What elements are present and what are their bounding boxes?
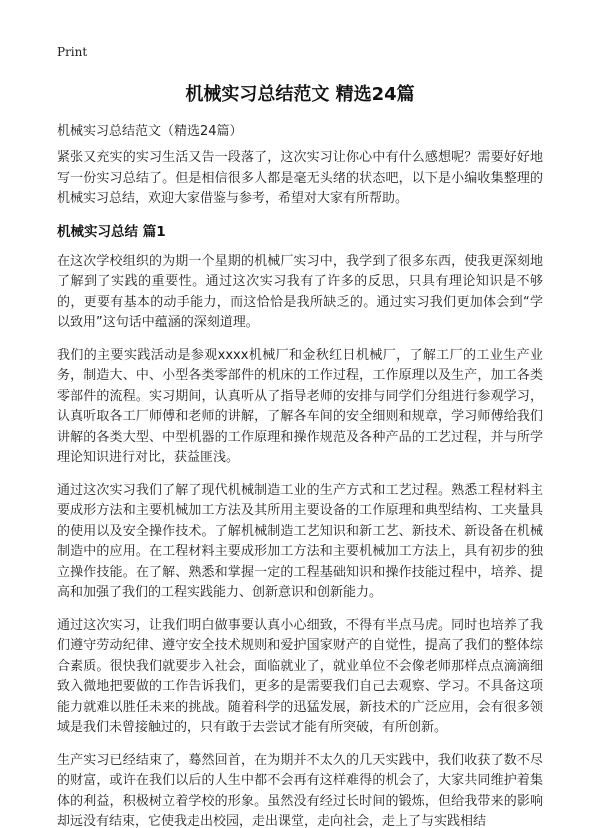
body-paragraph: 通过这次实习我们了解了现代机械制造工业的生产方式和工艺过程。熟悉工程材料主要成形方法和主要机械加工方法及其所用主要设备的工作原理和典型结构、工夹量具的使用以及安全操作技术。了解机械制造工艺知识和新工艺、新技术、新设备在机械制造中的应用。在工程材料主要成形加工方法和主要机械加工方法上，具有初步的独立操作技能。在了解、熟悉和掌握一定的工程基础知识和操作技能过程中，培养、提高和加强了我们的工程实践能力、创新意识和创新能力。 (57, 482, 543, 600)
body-paragraph: 在这次学校组织的为期一个星期的机械厂实习中，我学到了很多东西，使我更深刻地了解到了实践的重要性。通过这次实习我有了许多的反思，只具有理论知识是不够的，更要有基本的动手能力，而这恰恰是我所缺乏的。通过实习我们更加体会到“学以致用”这句话中蕴涵的深刻道理。 (57, 253, 543, 330)
body-paragraph: 通过这次实习，让我们明白做事要认真小心细致，不得有半点马虎。同时也培养了我们遵守劳动纪律、遵守安全技术规则和爱护国家财产的自觉性，提高了我们的整体综合素质。很快我们就要步入社会，面临就业了，就业单位不会像老师那样点点滴滴细致入微地把要做的工作告诉我们，更多的是需要我们自己去观察、学习。不具备这项能力就难以胜任未来的挑战。随着科学的迅猛发展，新技术的广泛应用，会有很多领域是我们未曾接触过的，只有敢于去尝试才能有所突破，有所创新。 (57, 617, 543, 735)
document-subtitle: 机械实习总结范文（精选24篇） (57, 124, 243, 139)
intro-paragraph: 紧张又充实的实习生活又告一段落了，这次实习让你心中有什么感想呢？需要好好地写一份实习总结了。但是相信很多人都是毫无头绪的状态吧，以下是小编收集整理的机械实习总结，欢迎大家借鉴与参考，希望对大家有所帮助。 (57, 150, 543, 206)
body-paragraph: 生产实习已经结束了，蓦然回首，在为期并不太久的几天实践中，我们收获了数不尽的财富，或许在我们以后的人生中都不会再有这样难得的机会了，大家共同维护着集体的利益，积极树立着学校的形象。虽然没有经过长时间的锻炼，但给我带来的影响却远没有结束，它使我走出校园，走出课堂，走向社会，走上了与实践相结 (57, 752, 543, 828)
print-label: Print (57, 45, 88, 59)
body-paragraph: 我们的主要实践活动是参观xxxx机械厂和金秋红日机械厂，了解工厂的工业生产业务，制造大、中、小型各类零部件的机床的工作过程，工作原理以及生产，加工各类零部件的流程。实习期间，认真听从了指导老师的安排与同学们分组进行参观学习，认真听取各工厂师傅和老师的讲解，了解各车间的安全细则和规章，学习师傅给我们讲解的各类大型、中型机器的工作原理和操作规范及各种产品的工艺过程，并与所学理论知识进行对比，获益匪浅。 (57, 347, 543, 465)
document-body (57, 148, 543, 828)
document-title: 机械实习总结范文 精选24篇 (185, 84, 415, 105)
section-heading: 机械实习总结 篇1 (57, 223, 166, 240)
